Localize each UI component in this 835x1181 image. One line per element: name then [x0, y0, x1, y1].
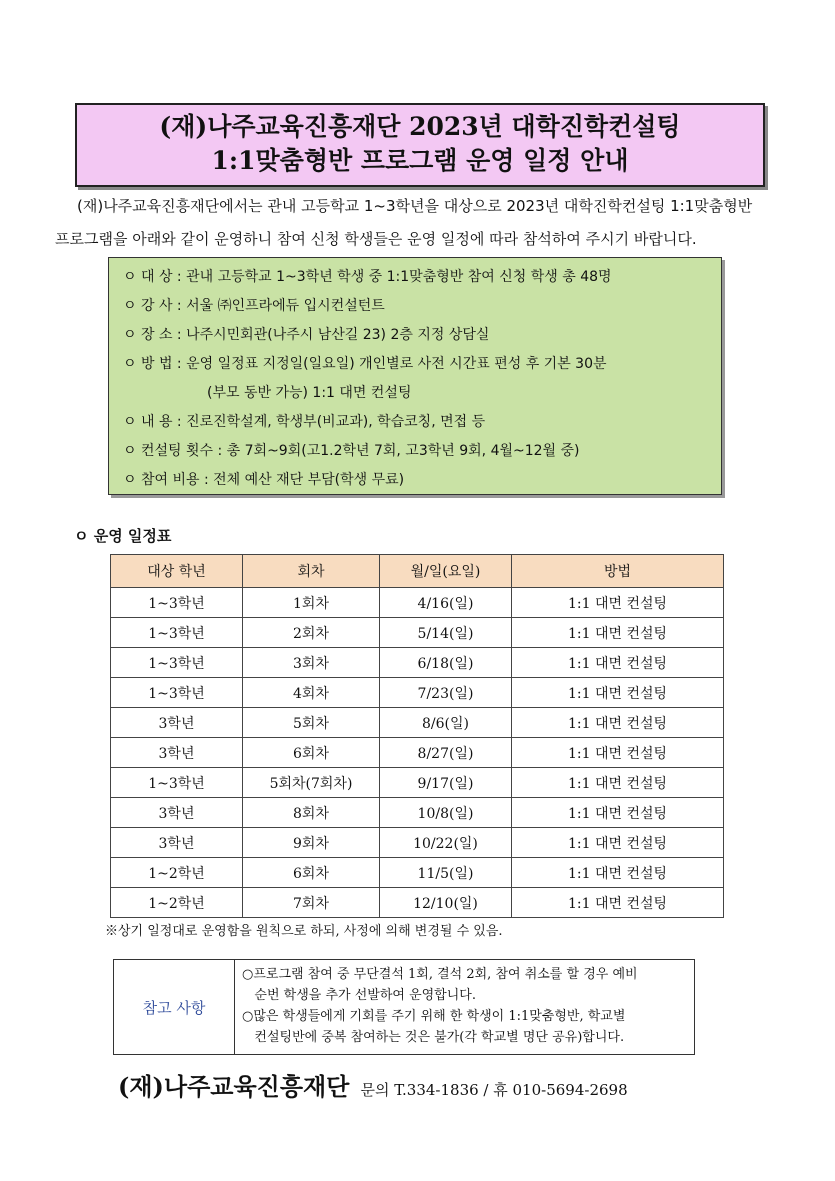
table-row	[111, 618, 724, 648]
table-row	[111, 678, 724, 708]
reference-line: ○프로그램 참여 중 무단결석 1회, 결석 2회, 참여 취소를 할 경우 예비	[242, 967, 638, 982]
cell-date: 11/5(일)	[380, 858, 512, 888]
table-row	[111, 858, 724, 888]
reference-box	[113, 959, 695, 1055]
intro-paragraph	[55, 190, 785, 256]
cell-grade: 1~2학년	[111, 858, 243, 888]
program-info-box	[108, 257, 722, 495]
cell-date: 12/10(일)	[380, 888, 512, 918]
info-method: ㅇ 방 법 : 운영 일정표 지정일(일요일) 개인별로 사전 시간표 편성 후 기본 30분	[123, 356, 607, 372]
table-row	[111, 888, 724, 918]
header-date: 월/일(요일)	[380, 555, 512, 588]
table-row	[111, 738, 724, 768]
cell-method: 1:1 대면 컨설팅	[512, 888, 724, 918]
info-content: ㅇ 내 용 : 진로진학설계, 학생부(비교과), 학습코칭, 면접 등	[123, 414, 486, 430]
cell-grade: 1~2학년	[111, 888, 243, 918]
table-header-row	[111, 555, 724, 588]
title-line-1: (재)나주교육진흥재단 2023년 대학진학컨설팅	[159, 112, 681, 141]
cell-method: 1:1 대면 컨설팅	[512, 588, 724, 618]
reference-line: 순번 학생을 추가 선발하여 운영합니다.	[242, 988, 476, 1003]
cell-date: 7/23(일)	[380, 678, 512, 708]
cell-date: 8/6(일)	[380, 708, 512, 738]
cell-method: 1:1 대면 컨설팅	[512, 648, 724, 678]
cell-grade: 3학년	[111, 828, 243, 858]
cell-session: 8회차	[243, 798, 380, 828]
cell-method: 1:1 대면 컨설팅	[512, 738, 724, 768]
cell-grade: 1~3학년	[111, 588, 243, 618]
info-location: ㅇ 장 소 : 나주시민회관(나주시 남산길 23) 2층 지정 상담실	[123, 327, 490, 343]
table-row	[111, 768, 724, 798]
table-row	[111, 798, 724, 828]
footer-org-name: (재)나주교육진흥재단	[118, 1072, 350, 1101]
cell-grade: 3학년	[111, 738, 243, 768]
cell-method: 1:1 대면 컨설팅	[512, 678, 724, 708]
cell-date: 10/8(일)	[380, 798, 512, 828]
cell-session: 1회차	[243, 588, 380, 618]
document-title-box	[75, 103, 765, 187]
reference-text	[242, 964, 692, 1048]
cell-session: 9회차	[243, 828, 380, 858]
table-row	[111, 708, 724, 738]
info-count: ㅇ 컨설팅 횟수 : 총 7회~9회(고1.2학년 7회, 고3학년 9회, 4월~12월 중)	[123, 443, 580, 459]
cell-date: 8/27(일)	[380, 738, 512, 768]
info-cost: ㅇ 참여 비용 : 전체 예산 재단 부담(학생 무료)	[123, 472, 405, 488]
reference-line: ○많은 학생들에게 기회를 주기 위해 한 학생이 1:1맞춤형반, 학교별	[242, 1009, 626, 1024]
table-row	[111, 588, 724, 618]
cell-grade: 1~3학년	[111, 618, 243, 648]
cell-method: 1:1 대면 컨설팅	[512, 708, 724, 738]
intro-line-2: 프로그램을 아래와 같이 운영하니 참여 신청 학생들은 운영 일정에 따라 참석하여 주시기 바랍니다.	[55, 230, 697, 248]
schedule-note: ※상기 일정대로 운영함을 원칙으로 하되, 사정에 의해 변경될 수 있음.	[105, 924, 503, 939]
cell-date: 4/16(일)	[380, 588, 512, 618]
cell-method: 1:1 대면 컨설팅	[512, 618, 724, 648]
cell-grade: 3학년	[111, 798, 243, 828]
table-row	[111, 828, 724, 858]
cell-session: 2회차	[243, 618, 380, 648]
info-target: ㅇ 대 상 : 관내 고등학교 1~3학년 학생 중 1:1맞춤형반 참여 신청 학생 총 48명	[123, 269, 612, 285]
cell-grade: 1~3학년	[111, 678, 243, 708]
cell-date: 6/18(일)	[380, 648, 512, 678]
intro-line-1: (재)나주교육진흥재단에서는 관내 고등학교 1~3학년을 대상으로 2023년 대학진학컨설팅 1:1맞춤형반	[77, 197, 753, 215]
cell-session: 6회차	[243, 858, 380, 888]
reference-label: 참고 사항	[114, 960, 235, 1054]
cell-session: 7회차	[243, 888, 380, 918]
cell-method: 1:1 대면 컨설팅	[512, 768, 724, 798]
info-method-cont: (부모 동반 가능) 1:1 대면 컨설팅	[207, 385, 412, 401]
footer	[118, 1067, 628, 1102]
cell-session: 5회차(7회차)	[243, 768, 380, 798]
schedule-heading: ㅇ 운영 일정표	[74, 527, 172, 545]
cell-session: 6회차	[243, 738, 380, 768]
footer-contact: 문의 T.334-1836 / 휴 010-5694-2698	[360, 1081, 628, 1099]
header-method: 방법	[512, 555, 724, 588]
header-session: 회차	[243, 555, 380, 588]
schedule-table	[110, 554, 724, 918]
reference-line: 컨설팅반에 중복 참여하는 것은 불가(각 학교별 명단 공유)합니다.	[242, 1030, 625, 1045]
cell-grade: 3학년	[111, 708, 243, 738]
cell-session: 4회차	[243, 678, 380, 708]
cell-method: 1:1 대면 컨설팅	[512, 858, 724, 888]
cell-method: 1:1 대면 컨설팅	[512, 828, 724, 858]
cell-date: 9/17(일)	[380, 768, 512, 798]
title-line-2: 1:1맞춤형반 프로그램 운영 일정 안내	[211, 146, 629, 175]
cell-method: 1:1 대면 컨설팅	[512, 798, 724, 828]
header-grade: 대상 학년	[111, 555, 243, 588]
table-row	[111, 648, 724, 678]
cell-session: 5회차	[243, 708, 380, 738]
cell-grade: 1~3학년	[111, 648, 243, 678]
cell-grade: 1~3학년	[111, 768, 243, 798]
cell-date: 10/22(일)	[380, 828, 512, 858]
cell-session: 3회차	[243, 648, 380, 678]
cell-date: 5/14(일)	[380, 618, 512, 648]
info-instructor: ㅇ 강 사 : 서울 ㈜인프라에듀 입시컨설턴트	[123, 298, 385, 314]
